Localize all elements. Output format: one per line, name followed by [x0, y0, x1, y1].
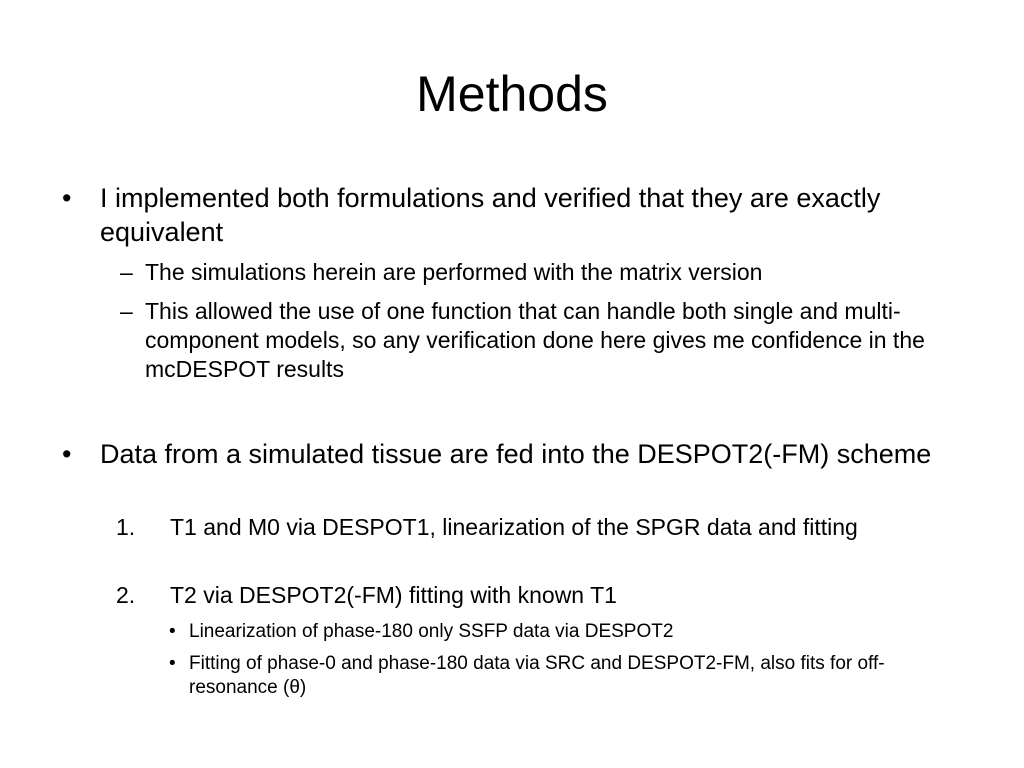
numbered-text: T1 and M0 via DESPOT1, linearization of the SPGR data and fitting	[170, 514, 858, 540]
sub-bullet-item	[120, 258, 970, 287]
sub-sub-bullet-text: Linearization of phase-180 only SSFP data via DESPOT2	[189, 621, 674, 642]
numbered-text: T2 via DESPOT2(-FM) fitting with known T1	[170, 582, 617, 608]
dash-marker: –	[120, 298, 133, 324]
bullet-item	[62, 437, 972, 471]
small-bullet-marker: •	[169, 653, 176, 674]
bullet-item	[62, 181, 972, 249]
numbered-item	[116, 513, 956, 542]
sub-bullet-text: This allowed the use of one function that can handle both single and multi-component models, so any verification done here gives me confidence in the mcDESPOT results	[145, 298, 925, 382]
sub-bullet-text: The simulations herein are performed with the matrix version	[145, 259, 763, 285]
number-marker: 2.	[116, 582, 136, 608]
bullet-marker: •	[62, 183, 72, 213]
bullet-text: I implemented both formulations and verified that they are exactly equivalent	[100, 183, 881, 247]
dash-marker: –	[120, 259, 133, 285]
number-marker: 1.	[116, 514, 136, 540]
bullet-marker: •	[62, 439, 72, 469]
slide-title: Methods	[416, 66, 608, 122]
small-bullet-marker: •	[169, 621, 176, 642]
sub-bullet-item	[120, 297, 970, 384]
bullet-text: Data from a simulated tissue are fed into the DESPOT2(-FM) scheme	[100, 439, 932, 469]
numbered-item	[116, 581, 956, 610]
sub-sub-bullet-item	[169, 652, 959, 700]
sub-sub-bullet-item	[169, 620, 969, 644]
sub-sub-bullet-text: Fitting of phase-0 and phase-180 data via SRC and DESPOT2-FM, also fits for off-resonance (θ)	[189, 653, 885, 698]
